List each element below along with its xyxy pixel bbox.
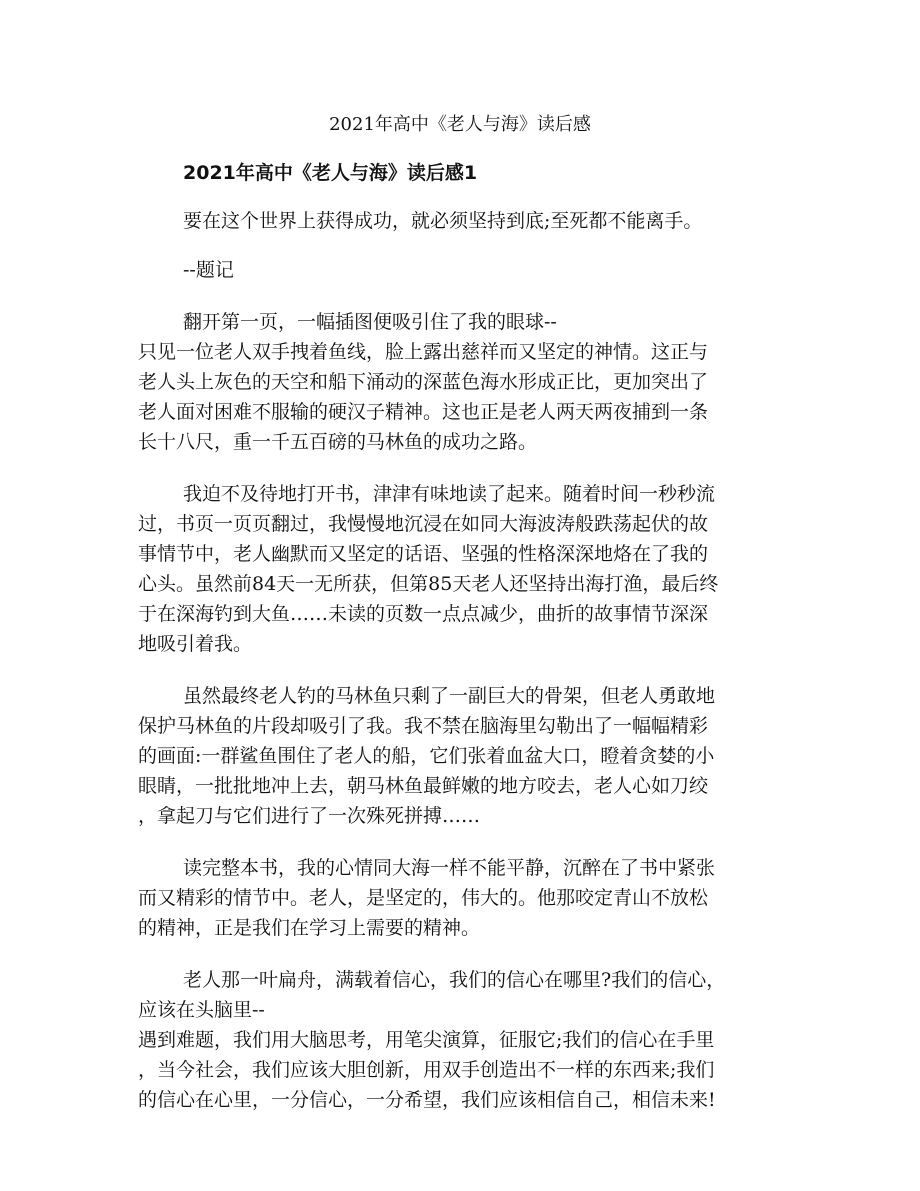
document-title: 2021年高中《老人与海》读后感 [329, 114, 591, 135]
paragraph-line: 心头。虽然前84天一无所获，但第85天老人还坚持出海打渔，最后终 [138, 573, 719, 595]
paragraph-line: 遇到难题，我们用大脑思考，用笔尖演算，征服它;我们的信心在手里 [138, 1029, 715, 1051]
epigraph-attribution: --题记 [183, 259, 234, 281]
paragraph-line: 应该在头脑里-- [138, 999, 265, 1021]
paragraph-line: 只见一位老人双手拽着鱼线，脸上露出慈祥而又坚定的神情。这正与 [138, 341, 709, 363]
paragraph-line: 翻开第一页，一幅插图便吸引住了我的眼球-- [183, 311, 557, 333]
paragraph-line: 我迫不及待地打开书，津津有味地读了起来。随着时间一秒秒流 [183, 483, 716, 505]
paragraph-line: 老人面对困难不服输的硬汉子精神。这也正是老人两天两夜捕到一条 [138, 401, 709, 423]
paragraph-line: ，当今社会，我们应该大胆创新，用双手创造出不一样的东西来;我们 [138, 1059, 715, 1081]
paragraph-line: 过，书页一页页翻过，我慢慢地沉浸在如同大海波涛般跌荡起伏的故 [138, 513, 709, 535]
paragraph-line: 的信心在心里，一分信心，一分希望，我们应该相信自己，相信未来! [138, 1089, 716, 1111]
section-heading: 2021年高中《老人与海》读后感1 [183, 162, 478, 184]
paragraph-line: 长十八尺，重一千五百磅的马林鱼的成功之路。 [138, 431, 538, 453]
paragraph-line: 的画面:一群鲨鱼围住了老人的船，它们张着血盆大口，瞪着贪婪的小 [138, 745, 715, 767]
paragraph-line: 保护马林鱼的片段却吸引了我。我不禁在脑海里勾勒出了一幅幅精彩 [138, 715, 709, 737]
paragraph-line: 地吸引着我。 [138, 633, 253, 655]
paragraph-line: 的精神，正是我们在学习上需要的精神。 [138, 917, 481, 939]
paragraph-line: 读完整本书，我的心情同大海一样不能平静，沉醉在了书中紧张 [183, 857, 716, 879]
paragraph-line: ，拿起刀与它们进行了一次殊死拼搏…… [138, 805, 481, 827]
paragraph-line: 老人那一叶扁舟，满载着信心，我们的信心在哪里?我们的信心， [183, 969, 726, 991]
paragraph-line: 老人头上灰色的天空和船下涌动的深蓝色海水形成正比，更加突出了 [138, 371, 709, 393]
paragraph-line: 虽然最终老人钓的马林鱼只剩了一副巨大的骨架，但老人勇敢地 [183, 685, 716, 707]
epigraph-line: 要在这个世界上获得成功，就必须坚持到底;至死都不能离手。 [183, 210, 703, 232]
paragraph-line: 眼睛，一批批地冲上去，朝马林鱼最鲜嫩的地方咬去，老人心如刀绞 [138, 775, 709, 797]
paragraph-line: 事情节中，老人幽默而又坚定的话语、坚强的性格深深地烙在了我的 [138, 543, 709, 565]
paragraph-line: 于在深海钓到大鱼……未读的页数一点点减少，曲折的故事情节深深 [138, 603, 709, 625]
paragraph-line: 而又精彩的情节中。老人，是坚定的，伟大的。他那咬定青山不放松 [138, 887, 709, 909]
